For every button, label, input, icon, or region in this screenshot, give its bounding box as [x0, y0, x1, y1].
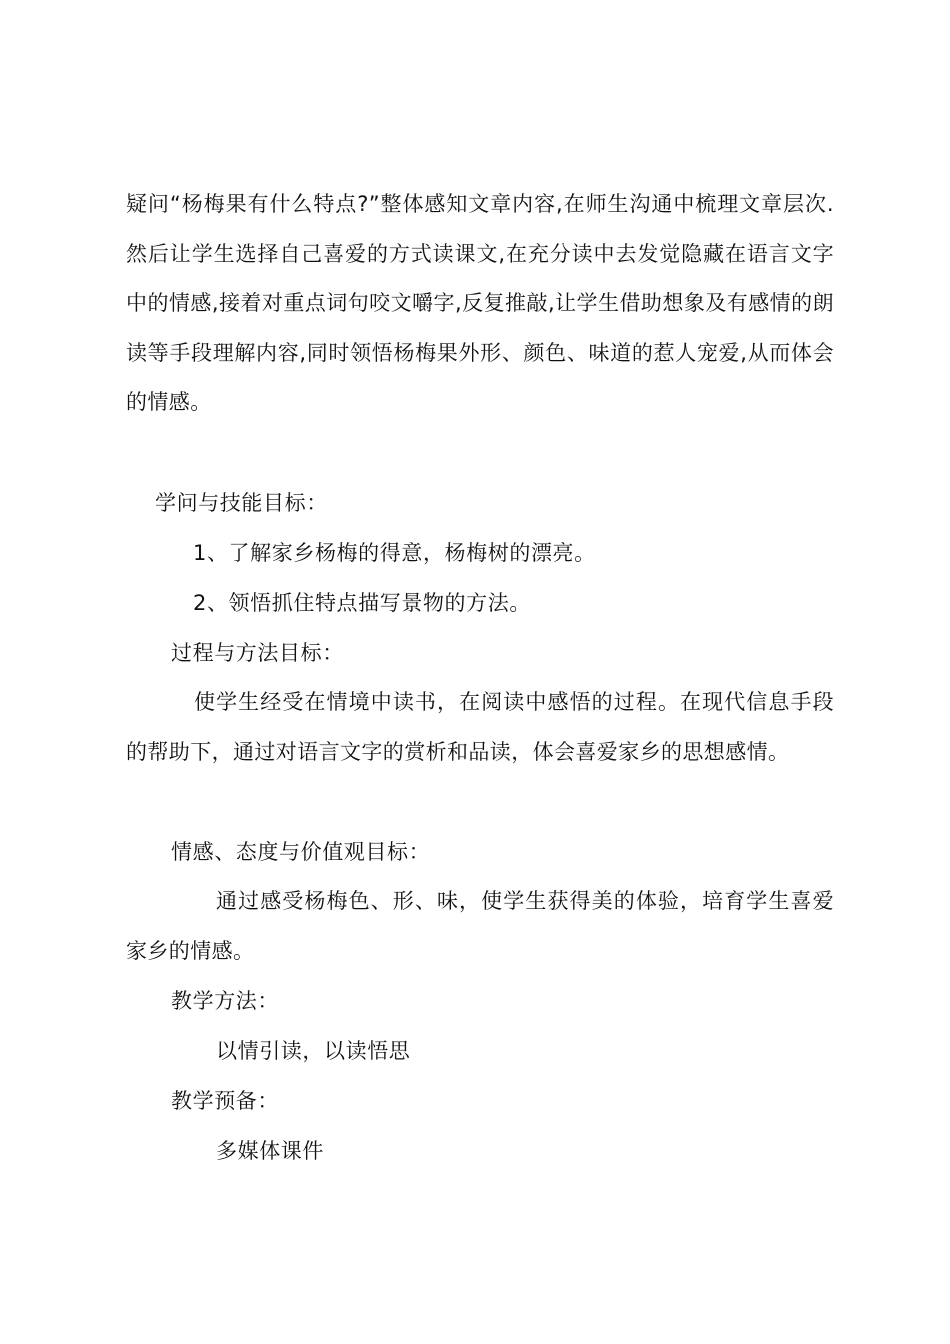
knowledge-goal-item-2: 2、领悟抓住特点描写景物的方法。: [193, 591, 531, 615]
prep-heading: 教学预备：: [171, 1089, 279, 1113]
intro-paragraph: 疑问“杨梅果有什么特点?”整体感知文章内容,在师生沟通中梳理文章层次.然后让学生选择自己喜爱的方式读课文,在充分读中去发觉隐藏在语言文字中的情感,接着对重点词句咬文嚼字,反复推敲,让学生借助想象及有感情的朗读等手段理解内容,同时领悟杨梅果外形、颜色、味道的惹人宠爱,从而体会的情感。: [126, 192, 834, 414]
emotion-goal-paragraph: 通过感受杨梅色、形、味，使学生获得美的体验，培育学生喜爱家乡的情感。: [126, 889, 834, 963]
knowledge-goal-item-1: 1、了解家乡杨梅的得意，杨梅树的漂亮。: [193, 541, 596, 565]
emotion-goal-heading: 情感、态度与价值观目标：: [171, 840, 431, 864]
knowledge-goal-heading: 学问与技能目标：: [155, 491, 328, 515]
process-goal-paragraph: 使学生经受在情境中读书，在阅读中感悟的过程。在现代信息手段的帮助下，通过对语言文字的赏析和品读，体会喜爱家乡的思想感情。: [126, 690, 834, 764]
prep-text: 多媒体课件: [216, 1139, 324, 1163]
method-text: 以情引读，以读悟思: [216, 1039, 411, 1063]
process-goal-heading: 过程与方法目标：: [171, 641, 344, 665]
method-heading: 教学方法：: [171, 989, 279, 1013]
